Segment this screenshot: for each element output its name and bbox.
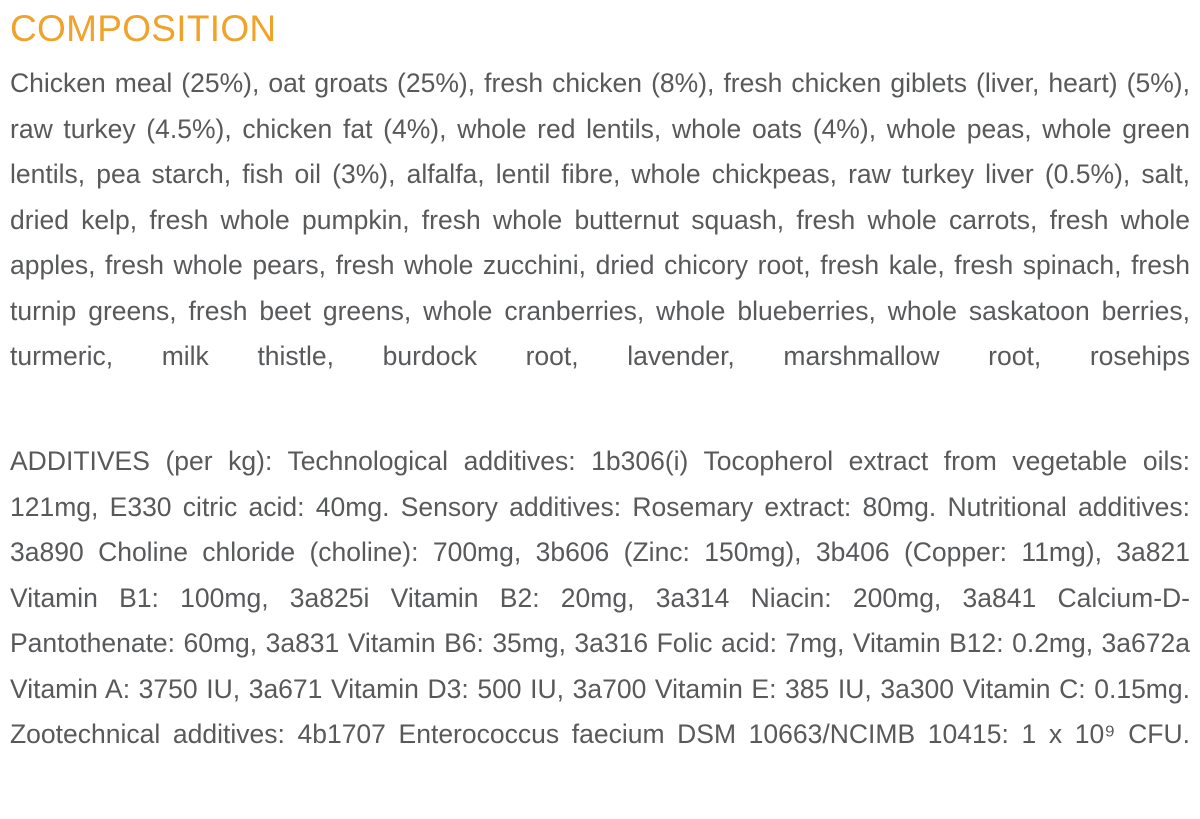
additives-text: ADDITIVES (per kg): Technological additives: 1b306(i) Tocopherol extract from vegetable oils: 121mg, E330 citric acid: 40mg. Sensory additives: Rosemary extract: 80mg. Nutritional additives: 3a890 Choline chloride (choline): 700mg, 3b606 (Zinc: 150mg), 3b406 (Copper: 11mg), 3a821 Vitamin B1: 100mg, 3a825i Vitamin B2: 20mg, 3a314 Niacin: 200mg, 3a841 Calcium-D-Pantothenate: 60mg, 3a831 Vitamin B6: 35mg, 3a316 Folic acid: 7mg, Vitamin B12: 0.2mg, 3a672a Vitamin A: 3750 IU, 3a671 Vitamin D3: 500 IU, 3a700 Vitamin E: 385 IU, 3a300 Vitamin C: 0.15mg. Zootechnical additives: 4b1707 Enterococcus faecium DSM 10663/NCIMB 10415: 1 x 10⁹ CFU. bbox=[10, 446, 1190, 749]
composition-ingredients-text: Chicken meal (25%), oat groats (25%), fresh chicken (8%), fresh chicken giblets (liver, heart) (5%), raw turkey (4.5%), chicken fat (4%), whole red lentils, whole oats (4%), whole peas, whole green lentils, pea starch, fish oil (3%), alfalfa, lentil fibre, whole chickpeas, raw turkey liver (0.5%), salt, dried kelp, fresh whole pumpkin, fresh whole butternut squash, fresh whole carrots, fresh whole apples, fresh whole pears, fresh whole zucchini, dried chicory root, fresh kale, fresh spinach, fresh turnip greens, fresh beet greens, whole cranberries, whole blueberries, whole saskatoon berries, turmeric, milk thistle, burdock root, lavender, marshmallow root, rosehips bbox=[10, 68, 1190, 371]
page-title: COMPOSITION bbox=[10, 8, 277, 49]
